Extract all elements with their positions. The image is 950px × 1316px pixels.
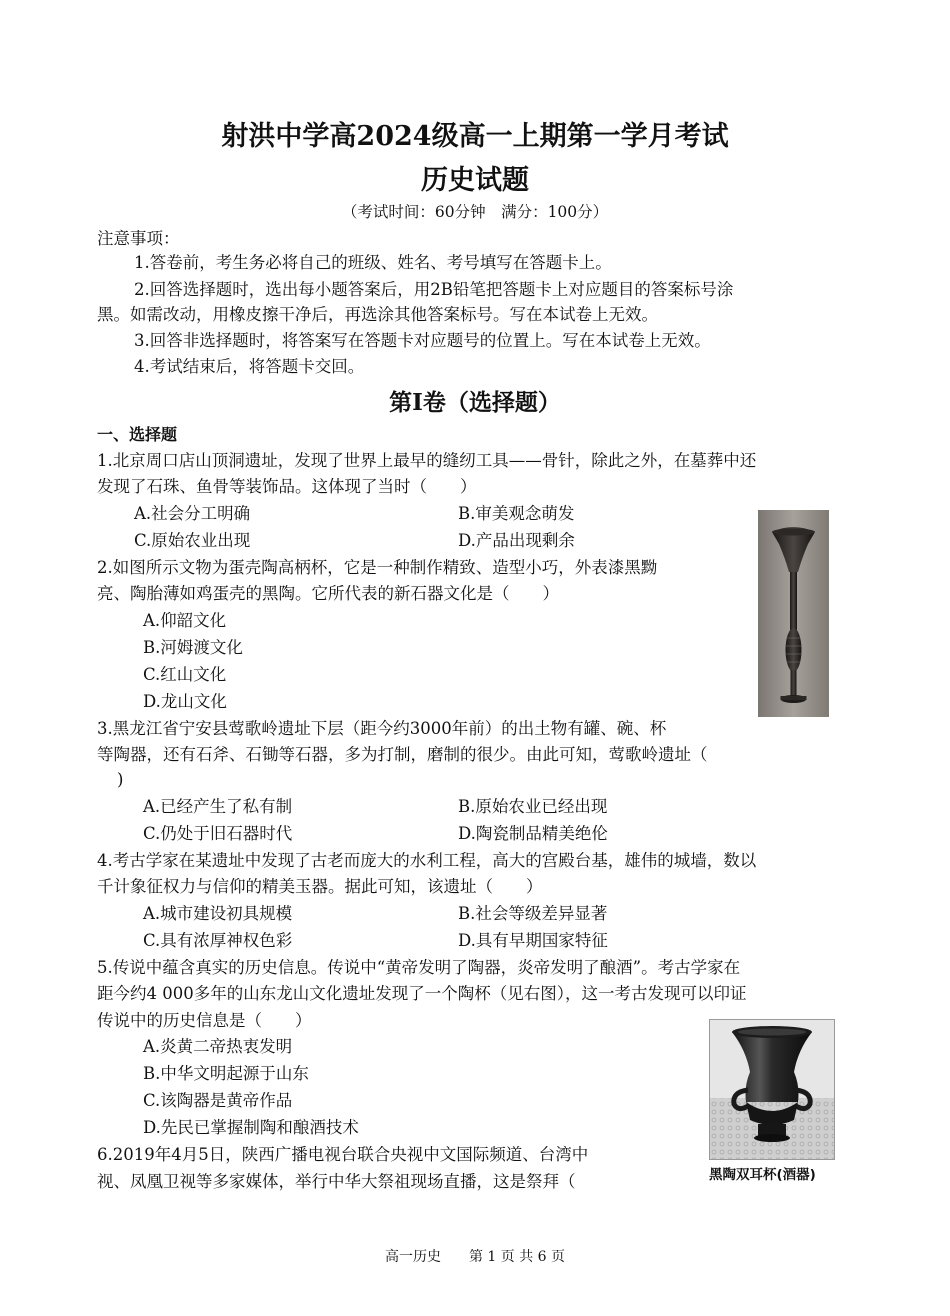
q3-option-c: C.仍处于旧石器时代 (143, 824, 293, 843)
q3-option-b: B.原始农业已经出现 (458, 797, 608, 816)
q4-option-a: A.城市建设初具规模 (143, 904, 293, 923)
q5-stem-line2: 距今约4 000多年的山东龙山文化遗址发现了一个陶杯（见右图），这一考古发现可以印证 (97, 984, 747, 1003)
q5-stem-line1: 5.传说中蕴含真实的历史信息。传说中“黄帝发明了陶器，炎帝发明了酿酒”。考古学家在 (97, 958, 741, 977)
q2-option-b: B.河姆渡文化 (143, 638, 243, 657)
note-item-2: 2.回答选择题时，选出每小题答案后，用2B铅笔把答题卡上对应题目的答案标号涂 (134, 280, 734, 299)
q4-option-c: C.具有浓厚神权色彩 (143, 931, 293, 950)
subject-title: 历史试题 (421, 165, 529, 196)
note-item-2-cont: 黑。如需改动，用橡皮擦干净后，再选涂其他答案标号。写在本试卷上无效。 (97, 305, 658, 324)
q4-option-d: D.具有早期国家特征 (458, 931, 608, 950)
q5-option-d: D.先民已掌握制陶和酿酒技术 (143, 1118, 359, 1137)
q6-stem-line2: 视、凤凰卫视等多家媒体，举行中华大祭祖现场直播，这是祭拜（ (97, 1172, 576, 1191)
q5-option-c: C.该陶器是黄帝作品 (143, 1091, 293, 1110)
q4-option-b: B.社会等级差异显著 (458, 904, 608, 923)
eggshell-cup-photo (758, 510, 829, 717)
q1-option-c: C.原始农业出现 (134, 531, 251, 550)
section-sub-heading: 一、选择题 (97, 425, 178, 444)
page-footer: 高一历史 第 1 页 共 6 页 (384, 1249, 566, 1265)
black-pottery-cup-caption: 黑陶双耳杯(酒器) (709, 1167, 816, 1183)
q3-stem-line2: 等陶器，还有石斧、石锄等石器，多为打制，磨制的很少。由此可知，莺歌岭遗址（ (97, 745, 708, 764)
q3-stem-line1: 3.黑龙江省宁安县莺歌岭遗址下层（距今约3000年前）的出土物有罐、碗、杯 (97, 719, 667, 738)
q2-option-c: C.红山文化 (143, 665, 227, 684)
note-item-3: 3.回答非选择题时，将答案写在答题卡对应题号的位置上。写在本试卷上无效。 (134, 331, 711, 350)
note-item-4: 4.考试结束后，将答题卡交回。 (134, 357, 365, 376)
q3-stem-line3: ) (117, 770, 124, 789)
black-pottery-cup-photo (709, 1019, 835, 1160)
q5-option-b: B.中华文明起源于山东 (143, 1064, 309, 1083)
q2-option-d: D.龙山文化 (143, 692, 227, 711)
q1-option-a: A.社会分工明确 (134, 504, 251, 523)
q2-stem-line2: 亮、陶胎薄如鸡蛋壳的黑陶。它所代表的新石器文化是（ ） (97, 584, 559, 603)
q1-stem-line1: 1.北京周口店山顶洞遗址，发现了世界上最早的缝纫工具——骨针，除此之外，在墓葬中还 (97, 451, 757, 470)
section-title: 第I卷（选择题） (389, 389, 561, 416)
q5-stem-line3: 传说中的历史信息是（ ） (97, 1011, 312, 1030)
exam-title: 射洪中学高2024级高一上期第一学月考试 (221, 121, 729, 152)
q1-option-b: B.审美观念萌发 (458, 504, 575, 523)
q4-stem-line1: 4.考古学家在某遗址中发现了古老而庞大的水利工程，高大的宫殿台基，雄伟的城墙，数以 (97, 851, 757, 870)
q6-stem-line1: 6.2019年4月5日，陕西广播电视台联合央视中文国际频道、台湾中 (97, 1145, 589, 1164)
q1-option-d: D.产品出现剩余 (458, 531, 575, 550)
exam-info: （考试时间：60分钟 满分：100分） (341, 203, 609, 221)
q2-stem-line1: 2.如图所示文物为蛋壳陶高柄杯，它是一种制作精致、造型小巧，外表漆黑黝 (97, 558, 658, 577)
q3-option-a: A.已经产生了私有制 (143, 797, 293, 816)
note-item-1: 1.答卷前，考生务必将自己的班级、姓名、考号填写在答题卡上。 (134, 253, 612, 272)
q1-stem-line2: 发现了石珠、鱼骨等装饰品。这体现了当时（ ） (97, 477, 477, 496)
q2-option-a: A.仰韶文化 (143, 611, 227, 630)
q4-stem-line2: 千计象征权力与信仰的精美玉器。据此可知，该遗址（ ） (97, 877, 543, 896)
notes-heading: 注意事项： (97, 229, 180, 248)
q3-option-d: D.陶瓷制品精美绝伦 (458, 824, 608, 843)
q5-option-a: A.炎黄二帝热衷发明 (143, 1037, 293, 1056)
